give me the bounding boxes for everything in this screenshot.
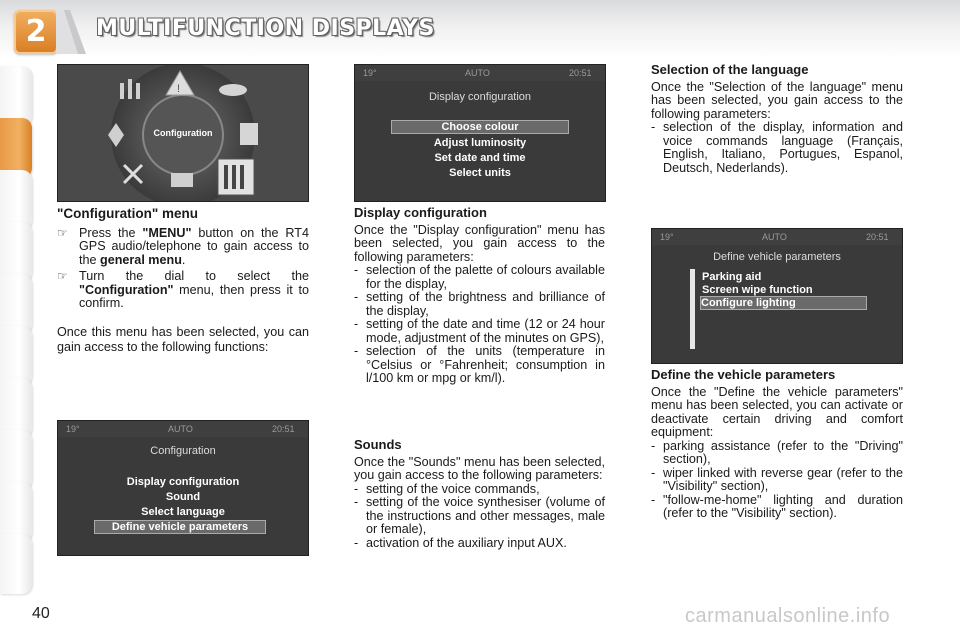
list-item-text: parking assistance (refer to the "Driving" section), xyxy=(663,438,903,466)
bullet-1-text: Press the xyxy=(79,225,143,240)
screen-menu-item: Screen wipe function xyxy=(702,284,813,296)
status-temp: 19° xyxy=(66,424,80,434)
bullet-2-text: Turn the dial to select the xyxy=(79,269,309,283)
chapter-badge: 2 xyxy=(14,10,58,54)
scroll-indicator xyxy=(690,269,695,349)
equalizer-icon xyxy=(218,159,254,195)
page-number: 40 xyxy=(32,605,50,622)
list-item-text: setting of the date and time (12 or 24 hour mode, adjustment of the minutes on GPS), xyxy=(366,317,605,345)
section-heading-configuration: "Configuration" menu xyxy=(57,206,199,221)
dash-marker: - xyxy=(354,263,359,277)
configuration-menu-section xyxy=(57,207,309,355)
screen-menu-item: Parking aid xyxy=(702,271,762,283)
list-item-text: "follow-me-home" lighting and duration (refer to the "Visibility" section). xyxy=(663,492,903,520)
list-item xyxy=(651,121,903,175)
sounds-intro: Once the "Sounds" menu has been selected, you gain access to the following parameters: xyxy=(354,454,605,482)
screen-status-bar xyxy=(58,421,308,437)
language-intro: Once the "Selection of the language" menu has been selected, you gain access to the following parameters: xyxy=(651,79,903,121)
bullet-1-end: . xyxy=(181,252,186,267)
configuration-menu-image xyxy=(57,64,309,202)
screen-title: Configuration xyxy=(150,445,216,457)
chapter-tab-10[interactable] xyxy=(0,534,32,594)
status-clock: 20:51 xyxy=(272,424,295,434)
dash-marker: - xyxy=(354,317,359,331)
vehicle-parameters-section xyxy=(651,368,903,521)
screen-status-bar xyxy=(652,229,902,245)
watermark: carmanualsonline.info xyxy=(685,605,891,627)
list-item-text: selection of the units (temperature in °Celsius or °Fahrenheit; consumption in l/100 km or mpg or km/l). xyxy=(366,344,605,385)
section-heading-language: Selection of the language xyxy=(651,62,809,77)
display-configuration-screen-image xyxy=(354,64,606,202)
screen-title: Display configuration xyxy=(428,91,532,103)
list-item xyxy=(651,440,903,467)
screen-title: Define vehicle parameters xyxy=(713,251,841,263)
status-auto: AUTO xyxy=(762,232,787,242)
list-item xyxy=(354,318,605,345)
chapter-tabs xyxy=(0,60,40,580)
status-clock: 20:51 xyxy=(569,68,592,78)
dash-marker: - xyxy=(354,535,359,550)
dash-marker: - xyxy=(354,481,359,496)
list-item-text: setting of the brightness and brilliance of the display, xyxy=(366,290,605,318)
list-item xyxy=(354,264,605,291)
configuration-screen-image xyxy=(57,420,309,556)
list-item xyxy=(354,537,605,551)
screen-menu-item: Adjust luminosity xyxy=(433,137,527,149)
dash-marker: - xyxy=(651,120,656,134)
instruction-bullet-2 xyxy=(57,270,309,311)
status-temp: 19° xyxy=(660,232,674,242)
dash-marker: - xyxy=(651,465,656,480)
dash-marker: - xyxy=(354,495,359,509)
vehicle-intro: Once the "Define the vehicle parameters" menu has been selected, you can activate or deactivate certain driving and comfort equipment: xyxy=(651,384,903,439)
header-wedge-decoration xyxy=(56,10,86,54)
status-clock: 20:51 xyxy=(866,232,889,242)
status-auto: AUTO xyxy=(465,68,490,78)
screen-menu-item: Sound xyxy=(165,491,201,503)
chapter-tab-2-active[interactable] xyxy=(0,118,32,178)
status-temp: 19° xyxy=(363,68,377,78)
screen-menu-item: Set date and time xyxy=(434,152,526,164)
list-item-text: selection of the display, information and voice commands language (Français, English, Italiano, Portugues, Espanol, Deutsch, Nederlands). xyxy=(663,120,903,175)
chapter-tab-1[interactable] xyxy=(0,66,32,126)
page-title: MULTIFUNCTION DISPLAYS xyxy=(96,16,435,41)
display-intro: Once the "Display configuration" menu has been selected, you gain access to the following parameters: xyxy=(354,222,605,264)
list-item xyxy=(354,496,605,537)
section-heading-display: Display configuration xyxy=(354,205,487,220)
screen-menu-item: Display configuration xyxy=(126,476,240,488)
svg-text:!: ! xyxy=(177,83,181,95)
bullet-2-end: menu, then press it to confirm. xyxy=(79,282,309,310)
tv-icon xyxy=(171,173,193,187)
general-menu-term: general menu xyxy=(100,252,182,267)
bullet-1-text-cont: button on the RT4 GPS audio/telephone to gain access to the xyxy=(79,225,309,267)
functions-intro-paragraph: Once this menu has been selected, you can gain access to the following functions: xyxy=(57,324,309,354)
vehicle-parameters-screen-image xyxy=(651,228,903,364)
screen-status-bar xyxy=(355,65,605,81)
language-section xyxy=(651,63,903,175)
list-item xyxy=(354,483,605,497)
chapter-tab-6[interactable] xyxy=(0,326,32,386)
menu-button-name: "MENU" xyxy=(142,225,192,240)
status-auto: AUTO xyxy=(168,424,193,434)
wheel-center-label: Configuration xyxy=(153,128,213,138)
list-item xyxy=(651,494,903,521)
list-item-text: setting of the voice commands, xyxy=(366,481,540,496)
section-heading-vehicle: Define the vehicle parameters xyxy=(651,367,836,382)
sounds-section xyxy=(354,438,605,550)
screen-menu-item: Select language xyxy=(141,506,225,518)
list-item-text: selection of the palette of colours available for the display, xyxy=(366,263,605,291)
list-item xyxy=(354,291,605,318)
chapter-tab-5[interactable] xyxy=(0,274,32,334)
hand-bullet-icon: ☞ xyxy=(57,225,68,240)
chapter-tab-7[interactable] xyxy=(0,378,32,438)
list-item-text: wiper linked with reverse gear (refer to the "Visibility" section), xyxy=(663,465,903,493)
display-configuration-section xyxy=(354,206,605,386)
clipboard-icon xyxy=(240,123,258,145)
screen-menu-item-selected: Choose colour xyxy=(391,120,569,134)
list-item-text: setting of the voice synthesiser (volume of the instructions and other messages, male or female), xyxy=(366,495,605,536)
instruction-bullet-1 xyxy=(57,227,309,268)
dash-marker: - xyxy=(354,290,359,304)
list-item xyxy=(354,345,605,386)
chapter-tab-9[interactable] xyxy=(0,482,32,542)
dash-marker: - xyxy=(354,344,359,358)
list-item xyxy=(651,467,903,494)
dash-marker: - xyxy=(651,438,656,453)
configuration-term: "Configuration" xyxy=(79,282,174,297)
section-heading-sounds: Sounds xyxy=(354,437,402,452)
screen-menu-item-selected: Configure lighting xyxy=(700,296,867,310)
list-item-text: activation of the auxiliary input AUX. xyxy=(366,535,567,550)
chapter-tab-4[interactable] xyxy=(0,222,32,282)
hand-bullet-icon: ☞ xyxy=(57,269,68,283)
dash-marker: - xyxy=(651,492,656,507)
chapter-tab-3[interactable] xyxy=(0,170,32,230)
screen-menu-item: Select units xyxy=(449,167,511,179)
screen-menu-item-selected: Define vehicle parameters xyxy=(94,520,266,534)
chapter-tab-8[interactable] xyxy=(0,430,32,490)
phone-icon xyxy=(219,84,247,96)
